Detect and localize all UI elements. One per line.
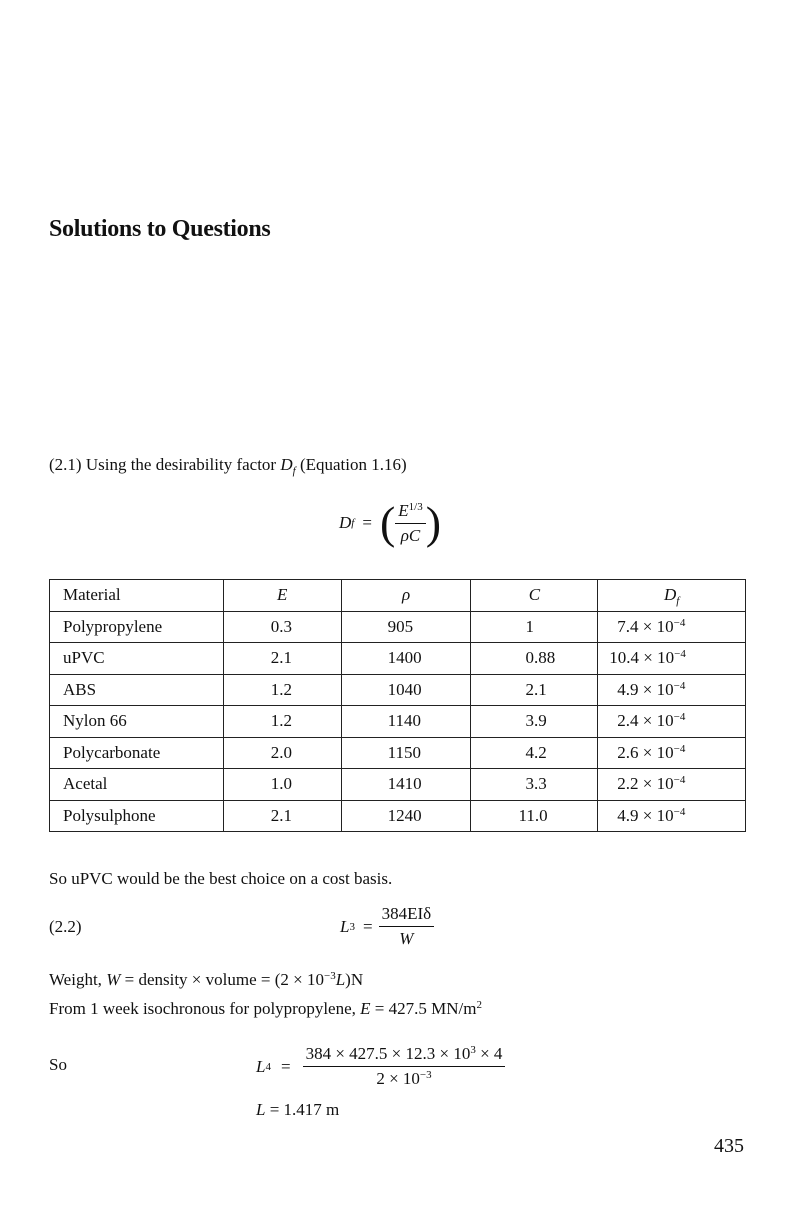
formula-fraction bbox=[379, 904, 435, 949]
formula-fraction bbox=[395, 501, 425, 546]
cell-c: 11.0 bbox=[471, 800, 598, 832]
right-paren: ) bbox=[425, 497, 442, 548]
cell-c: 0.88 bbox=[471, 643, 598, 675]
weight-line: Weight, W = density × volume = $(2 \times 10^{-3}L)N$ bbox=[49, 970, 364, 989]
cell-material: ABS bbox=[50, 674, 224, 706]
df-subscript: f bbox=[292, 465, 296, 477]
formula-exponent: 1/3 bbox=[408, 500, 423, 513]
cell-c: 1 bbox=[471, 611, 598, 643]
cell-e: 1.2 bbox=[223, 674, 341, 706]
df-symbol: D bbox=[280, 455, 293, 474]
cell-rho: 905 bbox=[341, 611, 471, 643]
materials-table bbox=[49, 579, 746, 832]
formula-denominator: W bbox=[399, 929, 414, 948]
formula-fraction bbox=[303, 1044, 506, 1089]
table-row bbox=[50, 706, 746, 738]
header-e: E bbox=[223, 580, 341, 612]
formula-lhs: D bbox=[339, 513, 352, 532]
desirability-formula bbox=[339, 497, 442, 548]
table-row bbox=[50, 611, 746, 643]
cell-material: Acetal bbox=[50, 769, 224, 801]
formula-numerator: $384 \times 427.5 \times 12.3 \times 10^3 \times 4$ bbox=[305, 1044, 503, 1063]
question-label: (2.1) bbox=[49, 455, 82, 474]
cell-e: 1.0 bbox=[223, 769, 341, 801]
question-2-2-label: (2.2) bbox=[49, 917, 82, 936]
formula-lhs: L bbox=[340, 916, 350, 936]
cell-e: 1.2 bbox=[223, 706, 341, 738]
cell-df: $2.2 \times 10^{-4}$ bbox=[598, 769, 746, 801]
cell-df: $4.9 \times 10^{-4}$ bbox=[598, 674, 746, 706]
equation-reference: (Equation 1.16) bbox=[299, 455, 407, 474]
deflection-formula: L 3 = $\frac{\text{384EIδ}}{W}$ bbox=[340, 904, 434, 949]
table-row bbox=[50, 800, 746, 832]
cell-c: 3.9 bbox=[471, 706, 598, 738]
formula-denominator: ρC bbox=[400, 525, 421, 545]
cell-rho: 1240 bbox=[341, 800, 471, 832]
cell-c: 4.2 bbox=[471, 737, 598, 769]
cell-c: 2.1 bbox=[471, 674, 598, 706]
formula-equals: = bbox=[362, 916, 373, 936]
cell-e: 2.0 bbox=[223, 737, 341, 769]
header-rho: ρ bbox=[341, 580, 471, 612]
formula-equals: = bbox=[280, 1056, 291, 1076]
isochronous-line: From 1 week isochronous for polypropylene, E = 427.5 $MN/m^2$ bbox=[49, 999, 482, 1018]
formula-lhs-sub: f bbox=[351, 517, 355, 529]
cell-material: uPVC bbox=[50, 643, 224, 675]
cell-material: Polypropylene bbox=[50, 611, 224, 643]
cell-df: $7.4 \times 10^{-4}$ bbox=[598, 611, 746, 643]
cell-rho: 1400 bbox=[341, 643, 471, 675]
table-row bbox=[50, 737, 746, 769]
cell-rho: 1040 bbox=[341, 674, 471, 706]
cell-material: Polysulphone bbox=[50, 800, 224, 832]
page-number: 435 bbox=[714, 1135, 744, 1157]
cell-material: Nylon 66 bbox=[50, 706, 224, 738]
result-line: L = 1.417 m bbox=[256, 1100, 340, 1119]
header-c: C bbox=[471, 580, 598, 612]
cell-c: 3.3 bbox=[471, 769, 598, 801]
formula-lhs: L bbox=[256, 1056, 266, 1076]
table-row bbox=[50, 643, 746, 675]
cell-df: $2.4 \times 10^{-4}$ bbox=[598, 706, 746, 738]
table-row bbox=[50, 674, 746, 706]
intro-text: Using the desirability factor bbox=[85, 455, 277, 474]
formula-numerator: E bbox=[398, 500, 409, 520]
cell-rho: 1140 bbox=[341, 706, 471, 738]
formula-equals: = bbox=[362, 513, 372, 532]
page-title: Solutions to Questions bbox=[49, 216, 271, 242]
left-paren: ( bbox=[379, 497, 396, 548]
cell-e: 0.3 bbox=[223, 611, 341, 643]
header-df: $D_f$ bbox=[598, 580, 746, 612]
formula-denominator: $2 \times 10^{-3}$ bbox=[303, 1066, 506, 1089]
so-label: So bbox=[49, 1055, 67, 1074]
length-formula: L 4 = $\frac{384 \times 427.5 \times 12.3 \times 10^3 \times 4}{2 \times 10^{-3}}$ bbox=[256, 1044, 505, 1089]
header-material: Material bbox=[50, 580, 224, 612]
cell-df: $4.9 \times 10^{-4}$ bbox=[598, 800, 746, 832]
cell-e: 2.1 bbox=[223, 800, 341, 832]
cell-e: 2.1 bbox=[223, 643, 341, 675]
question-2-1-intro bbox=[49, 455, 407, 475]
cell-material: Polycarbonate bbox=[50, 737, 224, 769]
cell-rho: 1410 bbox=[341, 769, 471, 801]
table-row bbox=[50, 769, 746, 801]
cell-df: $10.4 \times 10^{-4}$ bbox=[598, 643, 746, 675]
conclusion-text: So uPVC would be the best choice on a cost basis. bbox=[49, 869, 393, 888]
cell-rho: 1150 bbox=[341, 737, 471, 769]
formula-numerator: 384EIδ bbox=[381, 904, 432, 923]
table-header-row bbox=[50, 580, 746, 612]
cell-df: $2.6 \times 10^{-4}$ bbox=[598, 737, 746, 769]
